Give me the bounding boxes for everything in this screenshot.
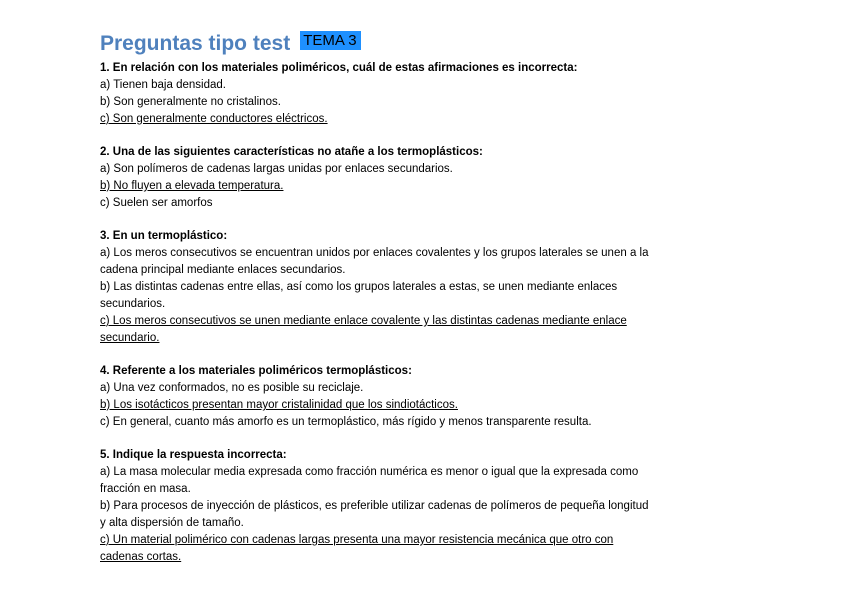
question-text: 5. Indique la respuesta incorrecta: <box>100 449 287 461</box>
option-a <box>100 464 740 498</box>
option-b-correct: b) Los isotácticos presentan mayor cristalinidad que los sindiotácticos. <box>100 399 458 411</box>
question-1 <box>100 60 740 128</box>
document-page <box>100 30 740 582</box>
option-b-correct: b) No fluyen a elevada temperatura. <box>100 180 284 192</box>
option-c-correct <box>100 532 740 566</box>
option-a-line-2: cadena principal mediante enlaces secundarios. <box>100 264 346 276</box>
option-b <box>100 498 740 532</box>
option-c-line-1: c) Los meros consecutivos se unen mediante enlace covalente y las distintas cadenas mediante enlace <box>100 315 627 327</box>
question-5 <box>100 447 740 566</box>
document-header <box>100 30 740 60</box>
question-text: 4. Referente a los materiales poliméricos termoplásticos: <box>100 365 412 377</box>
option-c-correct: c) Son generalmente conductores eléctricos. <box>100 113 328 125</box>
page-title: Preguntas tipo test <box>100 32 291 55</box>
option-c: c) En general, cuanto más amorfo es un termoplástico, más rígido y menos transparente resulta. <box>100 416 592 428</box>
option-b <box>100 279 740 313</box>
option-c-correct <box>100 313 740 347</box>
question-3 <box>100 228 740 347</box>
option-c: c) Suelen ser amorfos <box>100 197 213 209</box>
option-a: a) Son polímeros de cadenas largas unidas por enlaces secundarios. <box>100 163 453 175</box>
question-text: 1. En relación con los materiales poliméricos, cuál de estas afirmaciones es incorrecta: <box>100 62 578 74</box>
option-b: b) Son generalmente no cristalinos. <box>100 96 281 108</box>
option-c-line-2: secundario. <box>100 332 160 344</box>
option-c-line-2: cadenas cortas. <box>100 551 182 563</box>
question-4 <box>100 363 740 431</box>
option-a: a) Tienen baja densidad. <box>100 79 226 91</box>
option-b-line-2: y alta dispersión de tamaño. <box>100 517 244 529</box>
option-b-line-2: secundarios. <box>100 298 166 310</box>
question-text: 3. En un termoplástico: <box>100 230 228 242</box>
option-a: a) Una vez conformados, no es posible su reciclaje. <box>100 382 364 394</box>
option-a-line-2: fracción en masa. <box>100 483 191 495</box>
option-c-line-1: c) Un material polimérico con cadenas largas presenta una mayor resistencia mecánica que otro con <box>100 534 614 546</box>
option-b-line-1: b) Las distintas cadenas entre ellas, así como los grupos laterales a estas, se unen mediante enlaces <box>100 281 618 293</box>
option-a <box>100 245 740 279</box>
topic-badge: TEMA 3 <box>300 31 360 50</box>
question-text: 2. Una de las siguientes características no atañe a los termoplásticos: <box>100 146 483 158</box>
question-2 <box>100 144 740 212</box>
option-a-line-1: a) Los meros consecutivos se encuentran unidos por enlaces covalentes y los grupos laterales se unen a la <box>100 247 649 259</box>
option-a-line-1: a) La masa molecular media expresada como fracción numérica es menor o igual que la expresada como <box>100 466 639 478</box>
option-b-line-1: b) Para procesos de inyección de plásticos, es preferible utilizar cadenas de polímeros de pequeña longitud <box>100 500 649 512</box>
